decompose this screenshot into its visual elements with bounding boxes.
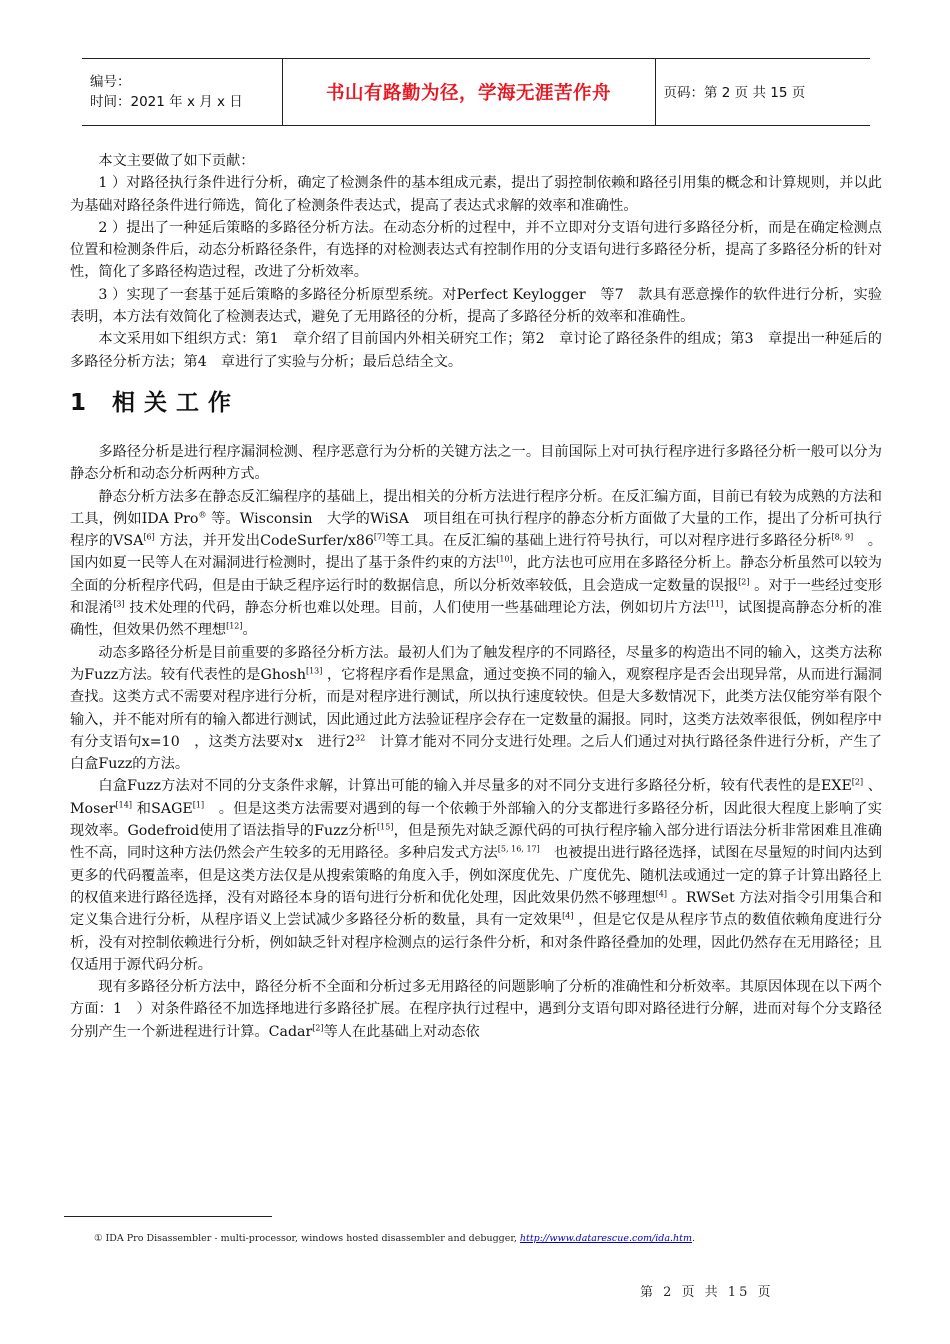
text-run: 方法，并开发出CodeSurfer/x86 xyxy=(154,533,374,550)
footnote xyxy=(94,1232,695,1245)
header-page-info: 页码：第 2 页 共 15 页 xyxy=(663,84,806,101)
citation: [8, 9] xyxy=(831,532,854,542)
citation: [2] xyxy=(738,577,750,587)
paragraph-static-analysis xyxy=(70,486,882,642)
header-right-cell xyxy=(655,59,870,126)
text-run: 技术处理的代码，静态分析也难以处理。目前，人们使用一些基础理论方法，例如切片方法 xyxy=(124,600,707,617)
text-run: ，此方法也可应用在多路径分析上。静态分析虽然可以较为全面的分析程序代码，但是由于缺乏程序运行时的数据信息，所以分析效率较低，且会造成一定数量的误报 xyxy=(70,555,882,594)
citation: [7] xyxy=(373,532,386,542)
citation: [2] xyxy=(851,777,864,787)
paragraph-multipath-intro: 多路径分析是进行程序漏洞检测、程序恶意行为分析的关键方法之一。目前国际上对可执行程序进行多路径分析一般可以分为静态分析和动态分析两种方式。 xyxy=(70,443,882,483)
page-footer: 第 2 页 共 15 页 xyxy=(640,1285,774,1300)
citation: [14] xyxy=(115,799,132,809)
footnote-text: ① IDA Pro Disassembler - multi-processor, windows hosted disassembler and debugger, xyxy=(94,1233,520,1244)
footnote-end: . xyxy=(692,1233,696,1244)
footnote-divider xyxy=(64,1216,272,1217)
text-run: 静态分析方法多在静态反汇编程序的基础上，提出相关的分析方法进行程序分析。在反汇编方面，目前已有较为成熟的方法和工具，例如IDA Pro xyxy=(70,488,882,527)
text-run: 也被提出进行路径选择，试图在尽量短的时间内达到更多的代码覆盖率，但是这类方法仅是从搜索策略的角度入手，例如深度优先、广度优先、随机法或通过一定的算子计算出路径上的权值来进行路径选择，没有对路径本身的语句进行分析和优化处理，因此效果仍然不够理想 xyxy=(70,845,882,906)
body-content xyxy=(70,150,882,1043)
citation: [3] xyxy=(113,599,125,609)
section-heading: 1 相关工作 xyxy=(70,389,241,416)
contrib-item-1: 1 ）对路径执行条件进行分析，确定了检测条件的基本组成元素，提出了弱控制依赖和路径引用集的概念和计算规则，并以此为基础对路径条件进行筛选，简化了检测条件表达式，提高了表达式求解的效率和准确性。 xyxy=(70,175,882,214)
citation: [2] xyxy=(312,1022,324,1032)
text-run: 、Moser xyxy=(70,778,882,817)
text-run: 。RWSet 方法对指令引用集合和定义集合进行分析，从程序语义上尝试减少多路径分析的数量，具有一定效果 xyxy=(70,889,882,929)
text-run: 等工具。在反汇编的基础上进行符号执行，可以对程序进行多路径分析 xyxy=(385,533,832,550)
text-run: 现有多路径分析方法中，路径分析不全面和分析过多无用路径的问题影响了分析的准确性和分析效率。其原因体现在以下两个方面：1 ）对条件路径不加选择地进行多路径扩展。在程序执行过程中，遇到分支语句即对路径进行分解，进而对每个分支路径分别产生一个新进程进行计算。Cadar xyxy=(70,979,882,1040)
header-left-cell xyxy=(82,59,282,126)
text-run: ，但是预先对缺乏源代码的可执行程序输入部分进行语法分析非常困难且准确性不高，同时这种方法仍然会产生较多的无用路径。多种启发式方法 xyxy=(70,823,882,862)
text-run: ，它将程序看作是黑盒，通过变换不同的输入，观察程序是否会出现异常，从而进行漏洞查找。这类方式不需要对程序进行分析，而是对程序进行测试，所以执行速度较快。但是大多数情况下，此类方法仅能穷举有限个输入，并不能对所有的输入都进行测试，因此通过此方法验证程序会存在一定数量的漏报。同时，这类方法效率很低，例如程序中有分支语句x=10 ，这类方法要对x 进行2 xyxy=(70,666,882,750)
footnote-link[interactable]: http://www.datarescue.com/ida.htm xyxy=(519,1233,692,1244)
text-run: ，但是它仅是从程序节点的数值依赖角度进行分析，没有对控制依赖进行分析，例如缺乏针对程序检测点的运行条件分析，和对条件路径叠加的处理，因此仍然存在无用路径；且仅适用于源代码分析。 xyxy=(70,912,882,973)
header-time-label: 时间：2021 年 x 月 x 日 xyxy=(90,94,243,110)
registered-mark: ® xyxy=(198,510,207,520)
citation: [11] xyxy=(706,599,724,609)
text-run: 白盒Fuzz方法对不同的分支条件求解，计算出可能的输入并尽量多的对不同分支进行多路径分析，较有代表性的是EXE xyxy=(98,778,852,795)
citation: [1] xyxy=(192,799,205,809)
contrib-intro: 本文主要做了如下贡献： xyxy=(98,153,255,169)
citation: [5, 16, 17] xyxy=(497,844,540,854)
text-run: 。对于一些经过变形和混淆 xyxy=(70,577,882,617)
text-run: 。但是这类方法需要对遇到的每一个依赖于外部输入的分支都进行多路径分析，因此很大程度上影响了实现效率。Godefroid使用了语法指导的Fuzz分析 xyxy=(70,800,882,840)
text-run: 。国内如夏一民等人在对漏洞进行检测时，提出了基于条件约束的方法 xyxy=(70,533,882,572)
document-header xyxy=(82,58,870,126)
paragraph-whitebox-fuzz xyxy=(70,775,882,976)
text-run: 和SAGE xyxy=(131,800,193,817)
exponent: 32 xyxy=(355,733,366,743)
text-run: 计算才能对不同分支进行处理。之后人们通过对执行路径条件进行分析，产生了白盒Fuzz的方法。 xyxy=(70,733,882,773)
header-number-label: 编号： xyxy=(90,74,131,90)
organization-paragraph: 本文采用如下组织方式：第1 章介绍了目前国内外相关研究工作；第2 章讨论了路径条件的组成；第3 章提出一种延后的多路径分析方法；第4 章进行了实验与分析；最后总结全文。 xyxy=(70,331,882,370)
citation: [10] xyxy=(496,554,513,564)
citation: [4] xyxy=(655,889,667,899)
citation: [4] xyxy=(562,911,574,921)
contrib-item-3: 3 ）实现了一套基于延后策略的多路径分析原型系统。对Perfect Keylogger 等7 款具有恶意操作的软件进行分析，实验表明，本方法有效简化了检测表达式，避免了无用路径的分析，提高了多路径分析的效率和准确性。 xyxy=(70,286,882,326)
citation: [15] xyxy=(377,822,394,832)
header-motto: 书山有路勤为径，学海无涯苦作舟 xyxy=(325,83,611,104)
paragraph-dynamic-analysis xyxy=(70,642,882,776)
citation: [12] xyxy=(226,621,243,631)
paragraph-existing-methods xyxy=(70,976,882,1043)
text-run: 。 xyxy=(242,622,257,639)
header-motto-cell xyxy=(282,59,655,126)
text-run: 动态多路径分析是目前重要的多路径分析方法。最初人们为了触发程序的不同路径，尽量多的构造出不同的输入，这类方法称为Fuzz方法。较有代表性的是Ghosh xyxy=(70,644,882,683)
text-run: 等人在此基础上对动态依 xyxy=(323,1023,480,1040)
text-run: 等。Wisconsin 大学的WiSA 项目组在可执行程序的静态分析方面做了大量的工作，提出了分析可执行程序的VSA xyxy=(70,510,882,550)
citation: [6] xyxy=(143,532,155,542)
contrib-item-2: 2 ）提出了一种延后策略的多路径分析方法。在动态分析的过程中，并不立即对分支语句进行多路径分析，而是在确定检测点位置和检测条件后，动态分析路径条件，有选择的对检测表达式有控制作用的分支语句进行多路径分析，提高了多路径分析的针对性，简化了多路径构造过程，改进了分析效率。 xyxy=(70,219,882,281)
citation: [13] xyxy=(305,666,323,676)
text-run: ，试图提高静态分析的准确性，但效果仍然不理想 xyxy=(70,600,882,639)
